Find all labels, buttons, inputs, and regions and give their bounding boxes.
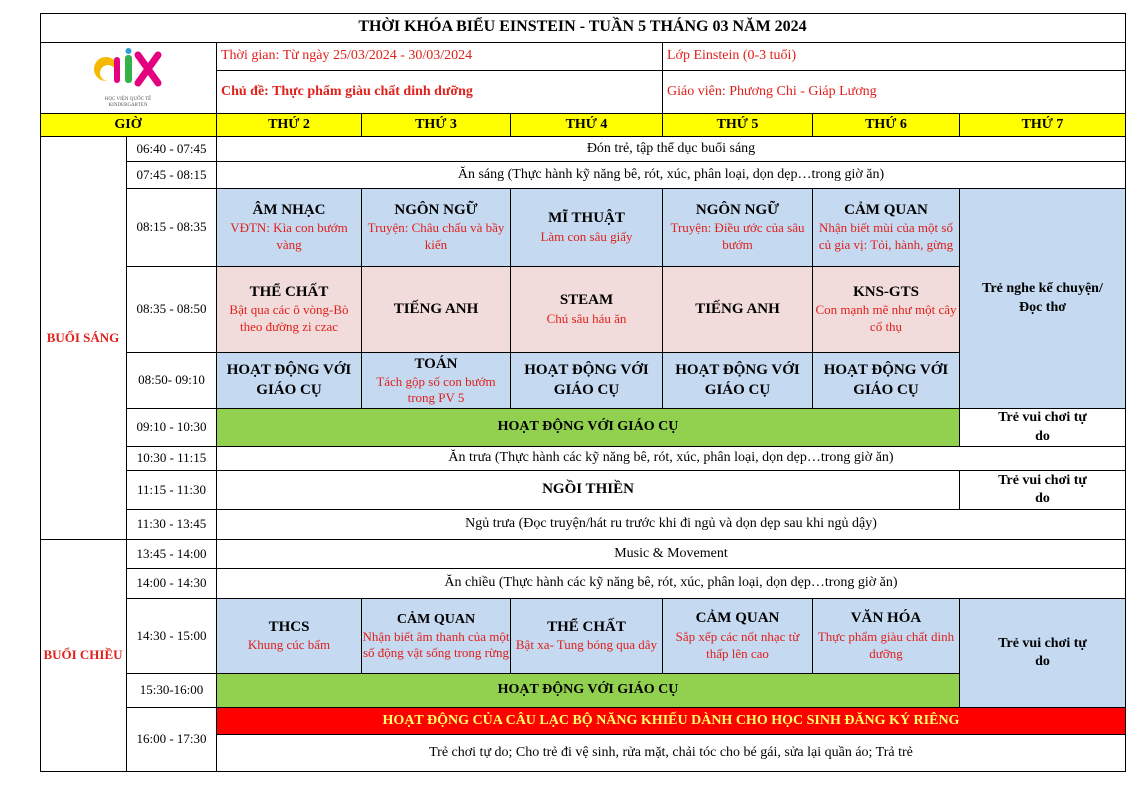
activity-cell — [511, 599, 663, 674]
col-header-thu: THỨ 5 — [663, 114, 813, 137]
col-header-tue: THỨ 3 — [362, 114, 511, 137]
activity-cell — [663, 599, 813, 674]
activity-detail: Khung cúc bấm — [247, 637, 331, 653]
activity-title: KNS-GTS — [853, 283, 919, 300]
time-slot: 08:50- 09:10 — [127, 353, 217, 409]
activity-detail: Bật xa- Tung bóng qua dây — [515, 637, 658, 653]
header-teachers: Giáo viên: Phương Chi - Giáp Lương — [663, 71, 1126, 114]
logo-caption-1: HỌC VIỆN QUỐC TẾ — [104, 97, 152, 102]
activity-cell — [511, 267, 663, 353]
col-header-sat: THỨ 7 — [960, 114, 1126, 137]
activity-full-row: NGỒI THIỀN — [217, 471, 960, 510]
activity-cell — [511, 353, 663, 409]
col-header-wed: THỨ 4 — [511, 114, 663, 137]
activity-cell — [217, 353, 362, 409]
activity-detail: Làm con sâu giấy — [540, 228, 633, 244]
activity-cell — [813, 599, 960, 674]
activity-cell — [362, 189, 511, 267]
time-slot: 08:35 - 08:50 — [127, 267, 217, 353]
activity-cell — [511, 189, 663, 267]
time-slot: 13:45 - 14:00 — [127, 540, 217, 569]
time-slot: 16:00 - 17:30 — [127, 708, 217, 772]
timetable — [40, 13, 1126, 772]
activity-title: HOẠT ĐỘNG VỚI GIÁO CỤ — [226, 362, 352, 398]
activity-full-row: Trẻ chơi tự do; Cho trẻ đi vệ sinh, rửa mặt, chải tóc cho bé gái, sửa lại quần áo; Trả trẻ — [217, 735, 1126, 772]
logo-icon — [92, 47, 164, 97]
activity-cell — [663, 353, 813, 409]
header-class: Lớp Einstein (0-3 tuổi) — [663, 43, 1126, 71]
activity-detail: Nhận biết mùi của một số củ gia vị: Tỏi, hành, gừng — [818, 220, 954, 253]
time-slot: 11:30 - 13:45 — [127, 510, 217, 540]
activity-detail: Nhận biết âm thanh của một số động vật sống trong rừng — [362, 628, 510, 661]
activity-title: CẢM QUAN — [844, 201, 928, 218]
saturday-activity: Trẻ vui chơi tự do — [960, 471, 1126, 510]
activity-title: CẢM QUAN — [695, 610, 780, 627]
activity-full-row: HOẠT ĐỘNG VỚI GIÁO CỤ — [217, 409, 960, 447]
activity-detail: Truyện: Châu chấu và bầy kiến — [367, 220, 505, 253]
time-slot: 14:30 - 15:00 — [127, 599, 217, 674]
time-slot: 11:15 - 11:30 — [127, 471, 217, 510]
activity-full-row: Ăn sáng (Thực hành kỹ năng bê, rót, xúc, phân loại, dọn dẹp…trong giờ ăn) — [217, 162, 1126, 189]
activity-cell — [362, 599, 511, 674]
activity-detail: VĐTN: Kìa con bướm vàng — [230, 220, 348, 253]
activity-title: CẢM QUAN — [396, 611, 476, 627]
activity-cell — [217, 189, 362, 267]
activity-cell — [813, 267, 960, 353]
activity-title: NGÔN NGỮ — [394, 201, 478, 218]
time-slot: 09:10 - 10:30 — [127, 409, 217, 447]
logo-cell — [40, 43, 217, 114]
activity-title: ÂM NHẠC — [252, 201, 326, 218]
saturday-activity: Trẻ vui chơi tự do — [960, 409, 1126, 447]
activity-title: HOẠT ĐỘNG VỚI GIÁO CỤ — [675, 362, 800, 398]
activity-cell — [813, 189, 960, 267]
time-slot: 10:30 - 11:15 — [127, 447, 217, 471]
page-title: THỜI KHÓA BIỂU EINSTEIN - TUẦN 5 THÁNG 03 NĂM 2024 — [40, 13, 1126, 43]
activity-title: THỂ CHẤT — [547, 618, 626, 635]
logo-caption-2: KINDERGARTEN — [108, 103, 148, 108]
activity-full-row: Đón trẻ, tập thể dục buổi sáng — [217, 137, 1126, 162]
activity-title: THCS — [268, 618, 310, 635]
saturday-afternoon-activity: Trẻ vui chơi tự do — [960, 599, 1126, 708]
activity-full-row: HOẠT ĐỘNG VỚI GIÁO CỤ — [217, 674, 960, 708]
activity-title: TOÁN — [414, 355, 458, 372]
activity-full-row: Music & Movement — [217, 540, 1126, 569]
activity-detail: Sắp xếp các nốt nhạc từ thấp lên cao — [675, 628, 800, 661]
activity-full-row: Ăn trưa (Thực hành các kỹ năng bê, rót, xúc, phân loại, dọn dẹp…trong giờ ăn) — [217, 447, 1126, 471]
activity-detail: Con mạnh mẽ như một cây cổ thụ — [815, 302, 957, 335]
activity-title: NGÔN NGỮ — [695, 201, 780, 218]
col-header-time: GIỜ — [40, 114, 217, 137]
activity-cell — [217, 267, 362, 353]
activity-detail: Tách gộp số con bướm trong PV 5 — [376, 374, 496, 406]
club-activity-row: HOẠT ĐỘNG CỦA CÂU LẠC BỘ NĂNG KHIẾU DÀNH CHO HỌC SINH ĐĂNG KÝ RIÊNG — [217, 708, 1126, 735]
activity-title: VĂN HÓA — [850, 610, 922, 627]
col-header-fri: THỨ 6 — [813, 114, 960, 137]
activity-title: STEAM — [559, 292, 614, 309]
time-slot: 15:30-16:00 — [127, 674, 217, 708]
header-topic: Chủ đề: Thực phẩm giàu chất dinh dưỡng — [217, 71, 663, 114]
activity-title: TIẾNG ANH — [393, 300, 479, 317]
session-afternoon: BUỔI CHIỀU — [40, 540, 127, 772]
activity-cell — [362, 267, 511, 353]
activity-full-row: Ngủ trưa (Đọc truyện/hát ru trước khi đi ngủ và dọn dẹp sau khi ngủ dậy) — [217, 510, 1126, 540]
header-time: Thời gian: Từ ngày 25/03/2024 - 30/03/2024 — [217, 43, 663, 71]
time-slot: 06:40 - 07:45 — [127, 137, 217, 162]
activity-detail: Bật qua các ô vòng-Bò theo đường zi czac — [229, 302, 349, 335]
session-morning: BUỔI SÁNG — [40, 137, 127, 540]
activity-cell — [663, 267, 813, 353]
activity-title: THỂ CHẤT — [249, 283, 329, 300]
activity-cell — [813, 353, 960, 409]
activity-detail: Thực phẩm giàu chất dinh dưỡng — [817, 628, 955, 661]
saturday-morning-activity: Trẻ nghe kể chuyện/Đọc thơ — [960, 189, 1126, 409]
time-slot: 08:15 - 08:35 — [127, 189, 217, 267]
activity-detail: Truyện: Điều ước của sâu bướm — [670, 220, 805, 253]
activity-detail: Chú sâu háu ăn — [546, 310, 627, 326]
activity-title: HOẠT ĐỘNG VỚI GIÁO CỤ — [524, 362, 649, 398]
activity-title: MĨ THUẬT — [548, 210, 625, 227]
col-header-mon: THỨ 2 — [217, 114, 362, 137]
activity-cell — [362, 353, 511, 409]
activity-cell — [217, 599, 362, 674]
activity-cell — [663, 189, 813, 267]
activity-full-row: Ăn chiều (Thực hành các kỹ năng bê, rót, xúc, phân loại, dọn dẹp…trong giờ ăn) — [217, 569, 1126, 599]
activity-title: HOẠT ĐỘNG VỚI GIÁO CỤ — [823, 362, 949, 398]
time-slot: 14:00 - 14:30 — [127, 569, 217, 599]
time-slot: 07:45 - 08:15 — [127, 162, 217, 189]
activity-title: TIẾNG ANH — [695, 300, 780, 317]
